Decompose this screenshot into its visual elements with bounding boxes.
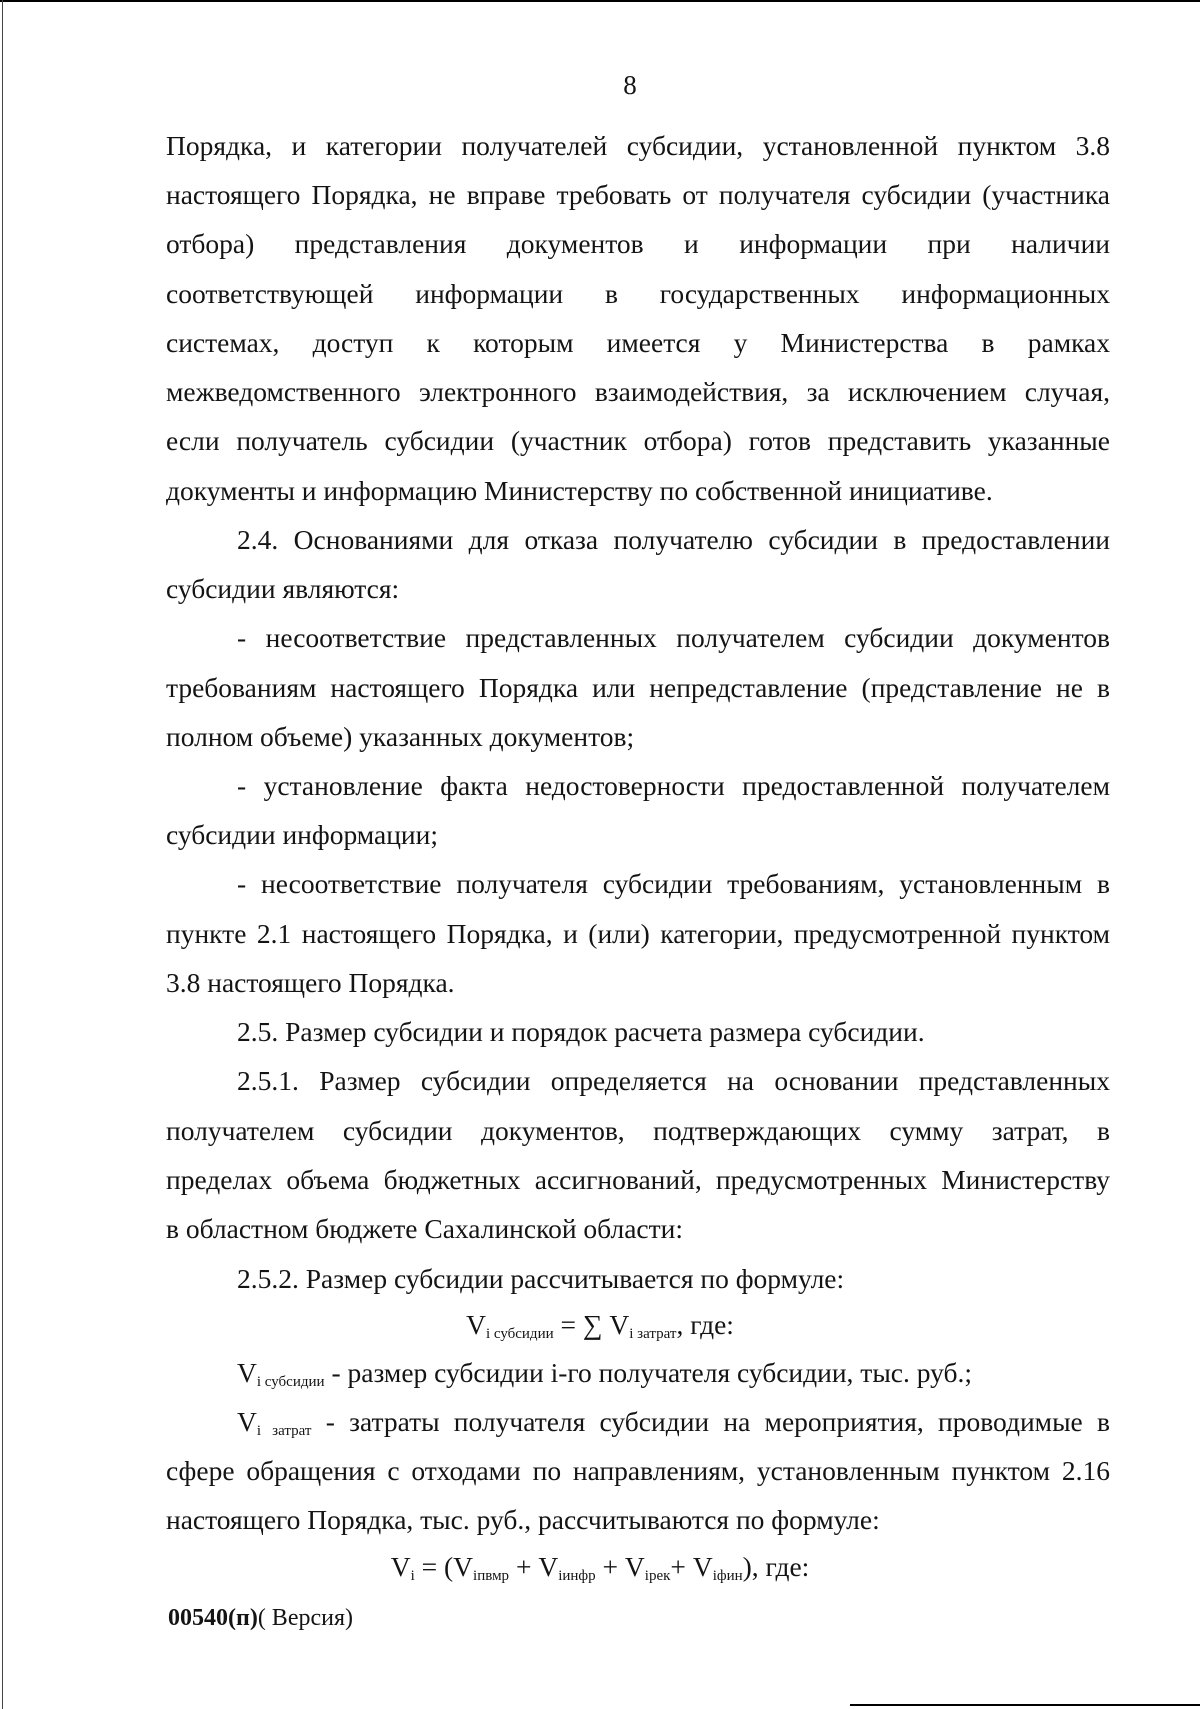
text-line: получателем субсидии документов, подтверждающих сумму затрат, в: [166, 1115, 1110, 1146]
scan-edge-left: [2, 0, 3, 1709]
text-line: пределах объема бюджетных ассигнований, предусмотренных Министерству: [166, 1164, 1110, 1195]
text-line: субсидии информации;: [166, 819, 438, 850]
text-line: в областном бюджете Сахалинской области:: [166, 1213, 683, 1244]
document-version: ( Версия): [257, 1605, 353, 1631]
paragraph-2-5-2: 2.5.2. Размер субсидии рассчитывается по формуле:: [237, 1263, 845, 1294]
page-number: 8: [623, 70, 637, 100]
text-line: межведомственного электронного взаимодействия, за исключением случая,: [166, 376, 1110, 407]
scan-edge-top: [0, 0, 1200, 2]
text-line: настоящего Порядка, не вправе требовать от получателя субсидии (участника: [166, 179, 1110, 210]
text-line: сфере обращения с отходами по направлениям, установленным пунктом 2.16: [166, 1455, 1110, 1486]
text-line: 3.8 настоящего Порядка.: [166, 967, 455, 998]
paragraph-2-4-heading: 2.4. Основаниями для отказа получателю субсидии в предоставлении: [237, 524, 1110, 555]
text-line: если получатель субсидии (участник отбора) готов представить указанные: [166, 425, 1110, 456]
formula-subsidy: $V_{i субсидии}$ = ∑ $V_{i затрат}$, где:: [466, 1309, 734, 1342]
paragraph-2-5-heading: 2.5. Размер субсидии и порядок расчета размера субсидии.: [237, 1016, 925, 1047]
paragraph-2-5-1: 2.5.1. Размер субсидии определяется на основании представленных: [237, 1065, 1110, 1096]
text-line: отбора) представления документов и информации при наличии: [166, 228, 1110, 259]
text-line: полном объеме) указанных документов;: [166, 721, 635, 752]
document-code: 00540(п): [168, 1605, 258, 1631]
text-line: пункте 2.1 настоящего Порядка, и (или) категории, предусмотренной пунктом: [166, 918, 1110, 949]
formula-costs: $V_i = (V_{iпвмр} + V_{iинфр} + V_{iрек}+ V_{iфин})$, где:: [390, 1551, 810, 1584]
definition-v-costs: $V_{i затрат}$ - затраты получателя субсидии на мероприятия, проводимые в: [237, 1406, 1110, 1439]
text-line: субсидии являются:: [166, 573, 400, 604]
list-item: - несоответствие получателя субсидии требованиям, установленным в: [237, 868, 1110, 899]
definition-v-subsidy: $V_{i субсидии}$ - размер субсидии i-го получателя субсидии, тыс. руб.;: [237, 1357, 973, 1390]
list-item: - установление факта недостоверности предоставленной получателем: [237, 770, 1110, 801]
text-line: документы и информацию Министерству по собственной инициативе.: [166, 475, 993, 506]
text-line: настоящего Порядка, тыс. руб., рассчитываются по формуле:: [166, 1504, 880, 1535]
text-line: соответствующей информации в государственных информационных: [166, 278, 1110, 309]
text-line: Порядка, и категории получателей субсидии, установленной пунктом 3.8: [166, 130, 1110, 161]
document-code-footer: [168, 1605, 353, 1632]
list-item: - несоответствие представленных получателем субсидии документов: [237, 622, 1110, 653]
text-line: требованиям настоящего Порядка или непредставление (представление не в: [166, 672, 1110, 703]
scan-edge-bottom: [850, 1704, 1200, 1706]
text-line: системах, доступ к которым имеется у Министерства в рамках: [166, 327, 1110, 358]
